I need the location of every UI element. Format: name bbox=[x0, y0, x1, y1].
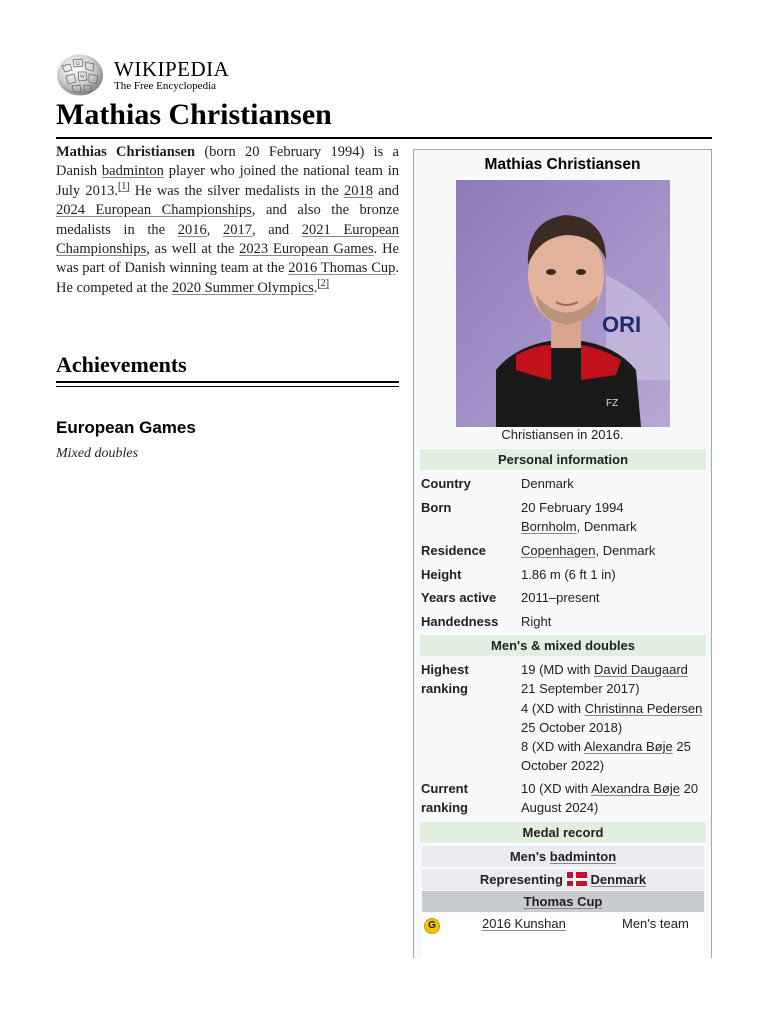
handedness-value: Right bbox=[521, 614, 552, 629]
denmark-link[interactable]: Denmark bbox=[590, 872, 647, 887]
ranking-text: 25 October 2022) bbox=[521, 739, 691, 774]
infobox bbox=[413, 149, 712, 958]
wikipedia-tagline: The Free Encyclopedia bbox=[114, 80, 217, 92]
championships-2024-link[interactable]: 2024 European Championships bbox=[56, 202, 252, 219]
lead-text: . bbox=[313, 279, 318, 296]
lead-paragraph bbox=[56, 143, 399, 298]
christinna-pedersen-link[interactable]: Christinna Pedersen bbox=[584, 700, 703, 716]
ranking-text: 19 (MD with bbox=[521, 662, 594, 677]
personal-info-header: Personal information bbox=[420, 449, 706, 470]
event-header-row bbox=[422, 891, 704, 912]
thomas-cup-link[interactable]: Thomas Cup bbox=[523, 894, 603, 909]
born-date: 20 February 1994 bbox=[521, 500, 624, 515]
photo-shirt-text: FZ bbox=[606, 398, 619, 409]
championships-2018-link[interactable]: 2018 bbox=[343, 182, 373, 199]
photo-caption: Christiansen in 2016. bbox=[501, 427, 624, 442]
wikipedia-wordmark: WIKIPEDIA bbox=[114, 57, 230, 81]
lead-text: . He competed at the bbox=[56, 260, 400, 296]
country-label: Country bbox=[421, 476, 471, 491]
page-title: Mathias Christiansen bbox=[56, 98, 332, 131]
championships-2017-link[interactable]: 2017 bbox=[222, 221, 252, 238]
handedness-label: Handedness bbox=[421, 614, 499, 629]
kunshan-2016-link[interactable]: 2016 Kunshan bbox=[482, 916, 566, 931]
badminton-link[interactable]: badminton bbox=[101, 163, 164, 180]
alexandra-boje-link[interactable]: Alexandra Bøje bbox=[583, 739, 673, 755]
reference-2-link[interactable]: [2] bbox=[317, 278, 330, 290]
mixed-doubles-subheading: Mixed doubles bbox=[56, 446, 139, 461]
championships-2021-link[interactable]: 2021 European Championships bbox=[56, 221, 399, 258]
section-divider bbox=[56, 381, 399, 383]
david-daugaard-link[interactable]: David Daugaard bbox=[593, 662, 688, 677]
title-divider bbox=[56, 137, 712, 139]
wikipedia-logo[interactable] bbox=[56, 54, 256, 98]
ranking-text: 10 (XD with bbox=[521, 781, 592, 796]
born-value bbox=[521, 498, 703, 537]
sport-prefix: Men's bbox=[509, 849, 550, 864]
section-divider bbox=[56, 386, 399, 387]
lead-text: , as well at the bbox=[146, 241, 240, 258]
current-ranking-label: Current ranking bbox=[421, 781, 468, 816]
svg-text:Ω: Ω bbox=[76, 62, 80, 67]
reference-1-link[interactable]: [1] bbox=[117, 180, 130, 192]
lead-text: , bbox=[206, 221, 223, 238]
born-country: , Denmark bbox=[576, 519, 637, 535]
svg-text:W: W bbox=[80, 75, 85, 80]
residence-country: , Denmark bbox=[595, 543, 656, 558]
copenhagen-link[interactable]: Copenhagen bbox=[521, 543, 596, 558]
wikipedia-globe-icon bbox=[56, 54, 104, 96]
medal-record-header: Medal record bbox=[420, 822, 706, 843]
highest-ranking-label: Highest ranking bbox=[421, 662, 469, 697]
lead-text: (born 20 February 1994) is a Danish bbox=[56, 144, 399, 180]
ranking-text: 21 September 2017) bbox=[521, 681, 640, 697]
years-active-value: 2011–present bbox=[521, 590, 600, 605]
medal-row bbox=[422, 913, 704, 959]
lead-text: , and bbox=[251, 221, 302, 238]
european-games-heading: European Games bbox=[56, 418, 196, 437]
medal-sport-row bbox=[422, 846, 704, 867]
ranking-text: 25 October 2018) bbox=[521, 719, 623, 735]
player-photo[interactable] bbox=[456, 180, 670, 427]
height-value: 1.86 m (6 ft 1 in) bbox=[521, 567, 616, 582]
badminton-medal-link[interactable]: badminton bbox=[549, 849, 617, 864]
years-active-label: Years active bbox=[421, 590, 497, 605]
medal-event-type: Men's team bbox=[622, 916, 689, 931]
representing-row bbox=[422, 869, 704, 890]
residence-label: Residence bbox=[421, 543, 487, 558]
achievements-heading: Achievements bbox=[56, 352, 187, 377]
lead-text: , and also the bronze medalists in the bbox=[56, 202, 399, 238]
championships-2016-link[interactable]: 2016 bbox=[177, 221, 207, 238]
denmark-flag-icon bbox=[567, 872, 587, 886]
current-ranking-value bbox=[521, 779, 703, 818]
bornholm-link[interactable]: Bornholm bbox=[521, 519, 577, 535]
country-value: Denmark bbox=[521, 476, 574, 491]
lead-text: player who joined the national team in July 2013. bbox=[56, 163, 399, 199]
lead-text: . He was part of Danish winning team at the bbox=[56, 241, 399, 277]
doubles-header: Men's & mixed doubles bbox=[420, 635, 706, 656]
thomas-cup-2016-link[interactable]: 2016 Thomas Cup bbox=[288, 260, 396, 277]
subject-name: Mathias Christiansen bbox=[56, 144, 196, 160]
representing-label: Representing bbox=[479, 872, 567, 887]
lead-text: and bbox=[372, 182, 400, 199]
gold-medal-icon: G bbox=[424, 918, 440, 934]
lead-text: He was the silver medalists in the bbox=[129, 182, 344, 199]
european-games-2023-link[interactable]: 2023 European Games bbox=[239, 241, 374, 258]
alexandra-boje-current-link[interactable]: Alexandra Bøje bbox=[591, 781, 680, 796]
highest-ranking-value bbox=[521, 660, 703, 776]
olympics-2020-link[interactable]: 2020 Summer Olympics bbox=[171, 279, 314, 296]
height-label: Height bbox=[421, 567, 462, 582]
ranking-text: 8 (XD with bbox=[521, 739, 584, 755]
residence-value bbox=[521, 541, 703, 560]
photo-backdrop-text: ORI bbox=[602, 312, 642, 337]
ranking-text: 20 August 2024) bbox=[521, 781, 699, 816]
ranking-text: 4 (XD with bbox=[521, 700, 585, 716]
born-label: Born bbox=[421, 500, 452, 515]
infobox-title: Mathias Christiansen bbox=[484, 156, 641, 173]
